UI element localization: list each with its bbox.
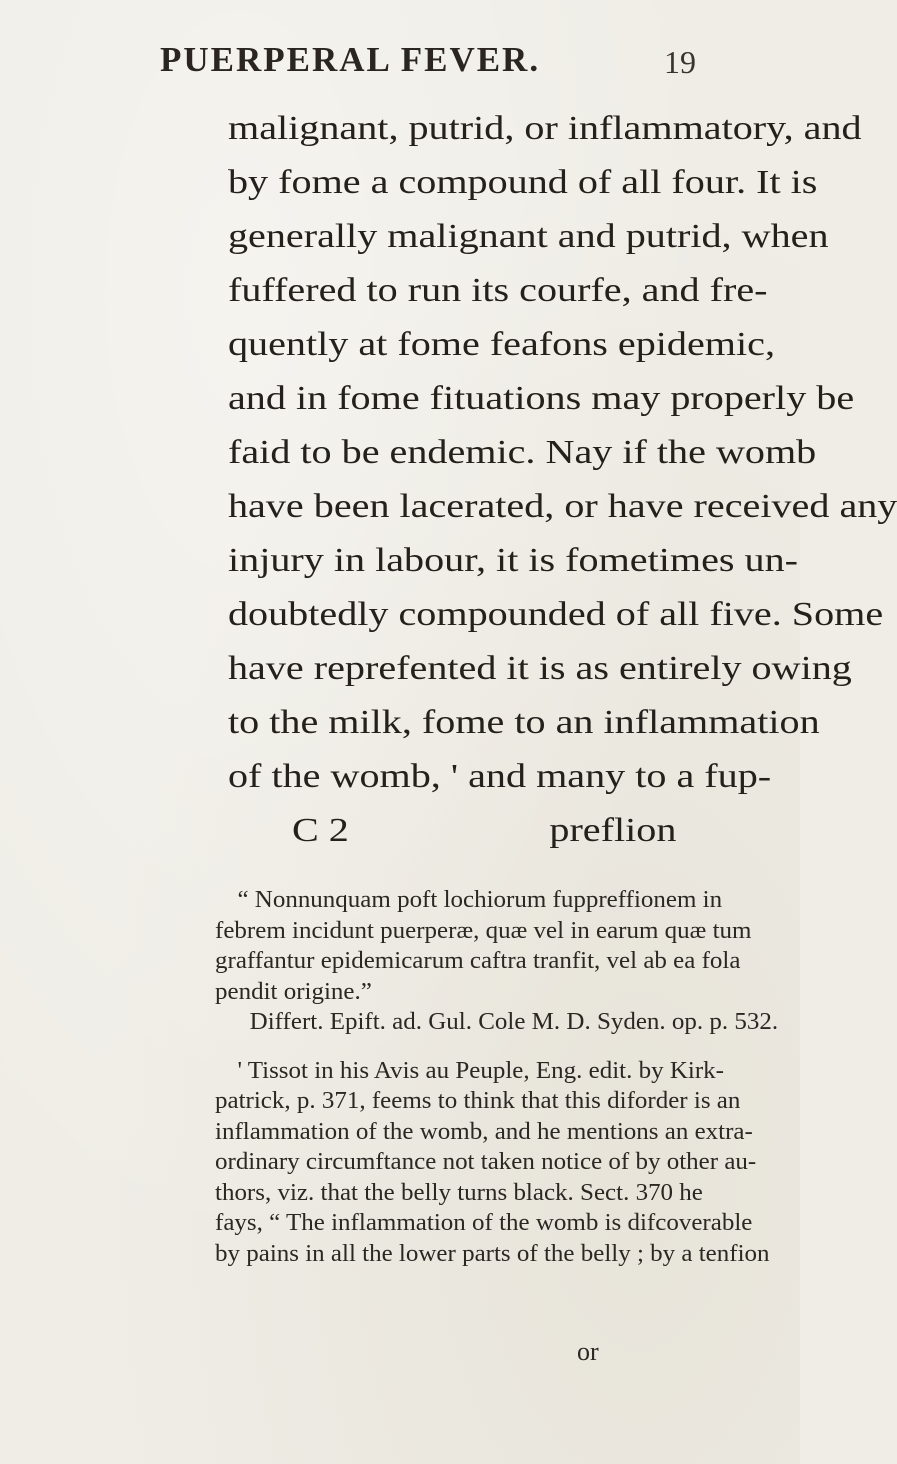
catchword: or: [577, 1337, 599, 1366]
footnote-line: fays, “ The inflammation of the womb is difcoverable: [215, 1209, 753, 1236]
text-line: have reprefented it is as entirely owing: [228, 650, 852, 687]
text-line: faid to be endemic. Nay if the womb: [228, 434, 817, 471]
footnote-line: febrem incidunt puerperæ, quæ vel in earum quæ tum: [215, 916, 752, 944]
footnotes: [215, 885, 779, 1287]
text-line: fuffered to run its courfe, and fre-: [228, 272, 768, 309]
footnote-line: pendit origine.”: [215, 977, 372, 1005]
footnote-line: graffantur epidemicarum caftra tranfit, vel ab ea fola: [215, 947, 741, 974]
text-line: of the womb, ' and many to a fup-: [228, 758, 772, 795]
footnote-line: “ Nonnunquam poft lochiorum fuppreffionem in: [237, 886, 723, 913]
footnote-line: by pains in all the lower parts of the belly ; by a tenfion: [215, 1239, 770, 1267]
text-line: malignant, putrid, or inflammatory, and: [228, 110, 862, 147]
page-number: 19: [664, 44, 696, 80]
footnote-line: thors, viz. that the belly turns black. Sect. 370 he: [215, 1178, 703, 1206]
footnote-citation: Differt. Epift. ad. Gul. Cole M. D. Syden. op. p. 532.: [249, 1008, 779, 1035]
footnote-quotation: [215, 885, 779, 1038]
footnote-line: ordinary circumftance not taken notice of by other au-: [215, 1148, 757, 1175]
footnote-line: inflammation of the womb, and he mentions an extra-: [215, 1117, 753, 1145]
text-line: have been lacerated, or have received any: [228, 488, 897, 525]
text-line: and in fome fituations may properly be: [228, 380, 855, 417]
text-line: quently at fome feafons epidemic,: [228, 326, 776, 363]
text-line: by fome a compound of all four. It is: [228, 164, 818, 201]
main-text: [228, 102, 897, 858]
footnote-note: [215, 1056, 770, 1270]
text-line: generally malignant and putrid, when: [228, 218, 829, 255]
running-title: PUERPERAL FEVER.: [160, 40, 541, 79]
footnote-line: ' Tissot in his Avis au Peuple, Eng. edit. by Kirk-: [237, 1056, 724, 1084]
text-line: doubtedly compounded of all five. Some: [228, 596, 884, 633]
page-header: [0, 40, 800, 90]
signature-line: C 2 preflion: [291, 812, 677, 849]
text-line: injury in labour, it is fometimes un-: [228, 542, 799, 579]
footnote-line: patrick, p. 371, feems to think that this diforder is an: [215, 1087, 741, 1114]
text-line: to the milk, fome to an inflammation: [228, 704, 820, 741]
